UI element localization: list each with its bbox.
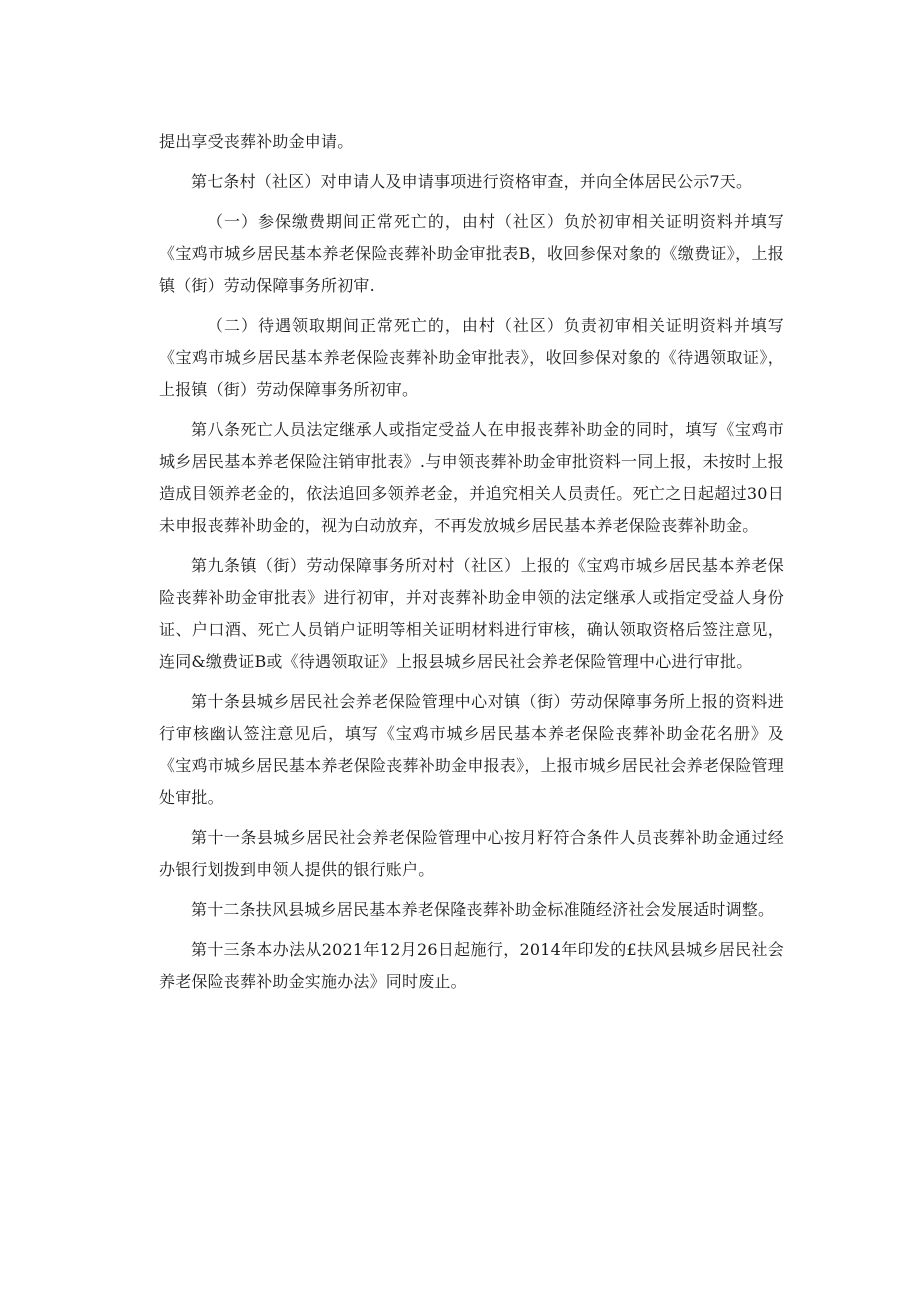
paragraph-article-9: 第九条镇（街）劳动保障事务所对村（社区）上报的《宝鸡市城乡居民基本养老保险丧葬补助金审批表》进行初审，并对丧葬补助金申领的法定继承人或指定受益人身份证、户口酒、死亡人员销户证明等相关证明材料进行审核，确认领取资格后签注意见，连同&缴费证B或《待遇领取证》上报县城乡居民社会养老保险管理中心进行审批。 xyxy=(159,556,784,671)
paragraph-article-7-item-1: （一）参保缴费期间正常死亡的，由村（社区）负於初审相关证明资料并填写《宝鸡市城乡居民基本养老保险丧葬补助金审批表B，收回参保对象的《缴费证》，上报镇（街）劳动保障事务所初审. xyxy=(159,212,784,295)
paragraph-article-11: 第十一条县城乡居民社会养老保险管理中心按月籽符合条件人员丧葬补助金通过经办银行划拨到申领人提供的银行账户。 xyxy=(159,828,784,879)
paragraph-article-7-item-2: （二）待遇领取期间正常死亡的，由村（社区）负责初审相关证明资料并填写《宝鸡市城乡居民基本养老保险丧葬补助金审批表》，收回参保对象的《待遇领取证》，上报镇（街）劳动保障事务所初审。 xyxy=(159,316,784,399)
paragraph-continuation: 提出享受丧葬补助金申请。 xyxy=(159,132,354,151)
paragraph-article-7: 第七条村（社区）对申请人及申请事项进行资格审查，并向全体居民公示7天。 xyxy=(191,172,753,191)
paragraph-article-12: 第十二条扶风县城乡居民基本养老保隆丧葬补助金标准随经济社会发展适时调整。 xyxy=(191,900,775,919)
paragraph-article-10: 第十条县城乡居民社会养老保险管理中心对镇（街）劳动保障事务所上报的资料进行审核幽认签注意见后，填写《宝鸡市城乡居民基本养老保险丧葬补助金花名册》及《宝鸡市城乡居民基本养老保险丧葬补助金申报表》，上报市城乡居民社会养老保险管理处审批。 xyxy=(159,692,784,807)
paragraph-article-8: 第八条死亡人员法定继承人或指定受益人在申报丧葬补助金的同时，填写《宝鸡市城乡居民基本养老保险注销审批表》.与申领丧葬补助金审批资料一同上报，未按时上报造成目领养老金的，依法追回多领养老金，并追究相关人员责任。死亡之日起超过30日未申报丧葬补助金的，视为白动放弃，不再发放城乡居民基本养老保险丧葬补助金。 xyxy=(159,420,784,535)
paragraph-article-13: 第十三条本办法从2021年12月26日起施行，2014年印发的£扶风县城乡居民社会养老保险丧葬补助金实施办法》同时废止。 xyxy=(159,940,784,991)
document-body xyxy=(159,126,784,1006)
